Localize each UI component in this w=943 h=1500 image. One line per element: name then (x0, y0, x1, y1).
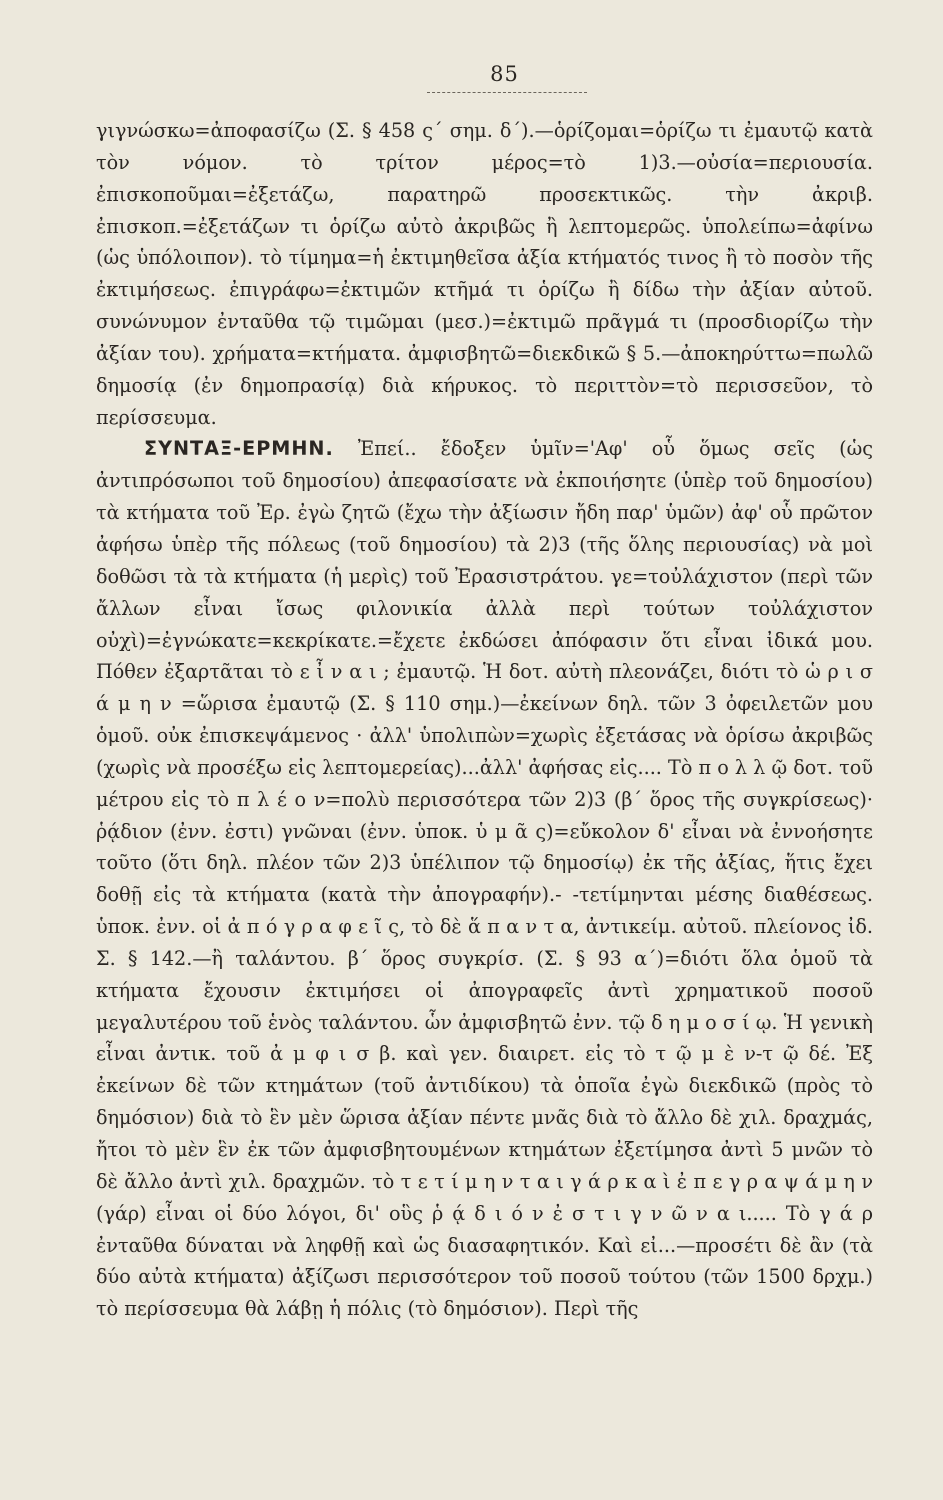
syntax-text: Ἐπεί.. ἔδοξεν ὑμῖν='Αφ' οὗ ὅμως σεῖς (ὡς ἀντιπρόσωποι τοῦ δημοσίου) ἀπεφασίσατε νὰ ἐκποιήσητε (ὑπὲρ τοῦ δημοσίου) τὰ κτήματα τοῦ Ἐρ. ἐγὼ ζητῶ (ἔχω τὴν ἀξίωσιν ἤδη παρ' ὑμῶν) ἀφ' οὗ πρῶτον ἀφήσω ὑπὲρ τῆς πόλεως (τοῦ δημοσίου) τὰ 2)3 (τῆς ὅλης περιουσίας) νὰ μοὶ δοθῶσι τὰ τὰ κτήματα (ἡ μερὶς) τοῦ Ἐρασιστράτου. γε=τοὐλάχιστον (περὶ τῶν ἄλλων εἶναι ἴσως φιλονικία ἀλλὰ περὶ τούτων τοὐλάχιστον οὐχὶ)=ἐγνώκατε=κεκρίκατε.=ἔχετε ἐκδώσει ἀπόφασιν ὅτι εἶναι ἰδικά μου. Πόθεν ἐξαρτᾶται τὸ ε ἶ ν α ι ; ἐμαυτῷ. Ἡ δοτ. αὐτὴ πλεονάζει, διότι τὸ ὡ ρ ι σ ά μ η ν =ὥρισα ἐμαυτῷ (Σ. § 110 σημ.)—ἐκείνων δηλ. τῶν 3 ὀφειλετῶν μου ὁμοῦ. οὐκ ἐπισκεψάμενος · ἀλλ' ὑπολιπὼν=χωρὶς ἐξετάσας νὰ ὁρίσω ἀκριβῶς (χωρὶς νὰ προσέξω εἰς λεπτομερείας)...ἀλλ' ἀφήσας εἰς.... Τὸ π ο λ λ ῷ δοτ. τοῦ μέτρου εἰς τὸ π λ έ ο ν=πολὺ περισσότερα τῶν 2)3 (β΄ ὅρος τῆς συγκρίσεως)· ῥᾴδιον (ἐνν. ἐστι) γνῶναι (ἐνν. ὑποκ. ὑ μ ᾶ ς)=εὔκολον δ' εἶναι νὰ ἐννοήσητε τοῦτο (ὅτι δηλ. πλέον τῶν 2)3 ὑπέλιπον τῷ δημοσίῳ) ἐκ τῆς ἀξίας, ἥτις ἔχει δοθῇ εἰς τὰ κτήματα (κατὰ τὴν ἀπογραφήν).- -τετίμηνται μέσης διαθέσεως. ὑποκ. ἐνν. οἱ ἀ π ό γ ρ α φ ε ῖ ς, τὸ δὲ ἅ π α ν τ α, ἀντικείμ. αὐτοῦ. πλείονος ἰδ. Σ. § 142.—ἢ ταλάντου. β΄ ὅρος συγκρίσ. (Σ. § 93 α΄)=διότι ὅλα ὁμοῦ τὰ κτήματα ἔχουσιν ἐκτιμήσει οἱ ἀπογραφεῖς ἀντὶ χρηματικοῦ ποσοῦ μεγαλυτέρου τοῦ ἑνὸς ταλάντου. ὧν ἀμφισβητῶ ἐνν. τῷ δ η μ ο σ ί ῳ. Ἡ γενικὴ εἶναι ἀντικ. τοῦ ἀ μ φ ι σ β. καὶ γεν. διαιρετ. εἰς τὸ τ ῷ μ ὲ ν-τ ῷ δέ. Ἐξ ἐκείνων δὲ τῶν κτημάτων (τοῦ ἀντιδίκου) τὰ ὁποῖα ἐγὼ διεκδικῶ (πρὸς τὸ δημόσιον) διὰ τὸ ἓν μὲν ὥρισα ἀξίαν πέντε μνᾶς διὰ τὸ ἄλλο δὲ χιλ. δραχμάς, ἤτοι τὸ μὲν ἓν ἐκ τῶν ἀμφισβητουμένων κτημάτων ἐξετίμησα ἀντὶ 5 μνῶν τὸ δὲ ἄλλο ἀντὶ χιλ. δραχμῶν. τὸ τ ε τ ί μ η ν τ α ι γ ά ρ κ α ὶ ἐ π ε γ ρ α ψ ά μ η ν (γάρ) εἶναι οἱ δύο λόγοι, δι' οὓς ῥ ᾴ δ ι ό ν ἐ σ τ ι γ ν ῶ ν α ι..... Τὸ γ ά ρ ἐνταῦθα δύναται νὰ ληφθῇ καὶ ὡς διασαφητικόν. Καὶ εἰ...—προσέτι δὲ ἂν (τὰ δύο αὐτὰ κτήματα) ἀξίζωσι περισσότερον τοῦ ποσοῦ τούτου (τῶν 1500 δρχμ.) τὸ περίσσευμα θὰ λάβῃ ἡ πόλις (τὸ δημόσιον). Περὶ τῆς (96, 437, 873, 1321)
syntax-paragraph (96, 433, 873, 1325)
commentary-text (96, 115, 873, 1325)
page-number: 85 (490, 62, 519, 86)
header-rule (427, 92, 587, 93)
section-heading: ΣΥΝΤΑΞ-ΕΡΜΗΝ. (144, 437, 334, 461)
vocabulary-paragraph: γιγνώσκω=ἀποφασίζω (Σ. § 458 ς΄ σημ. δ΄).—ὁρίζομαι=ὁρίζω τι ἐμαυτῷ κατὰ τὸν νόμον. τὸ τρίτον μέρος=τὸ 1)3.—οὐσία=περιουσία. ἐπισκοποῦμαι=ἐξετάζω, παρατηρῶ προσεκτικῶς. τὴν ἀκριβ. ἐπισκοπ.=ἐξετάζων τι ὁρίζω αὐτὸ ἀκριβῶς ἢ λεπτομερῶς. ὑπολείπω=ἀφίνω (ὡς ὑπόλοιπον). τὸ τίμημα=ἡ ἐκτιμηθεῖσα ἀξία κτήματός τινος ἢ τὸ ποσὸν τῆς ἐκτιμήσεως. ἐπιγράφω=ἐκτιμῶν κτῆμά τι ὁρίζω ἢ δίδω τὴν ἀξίαν αὐτοῦ. συνώνυμον ἐνταῦθα τῷ τιμῶμαι (μεσ.)=ἐκτιμῶ πρᾶγμά τι (προσδιορίζω τὴν ἀξίαν του). χρήματα=κτήματα. ἀμφισβητῶ=διεκδικῶ § 5.—ἀποκηρύττω=πωλῶ δημοσίᾳ (ἐν δημοπρασίᾳ) διὰ κήρυκος. τὸ περιττὸν=τὸ περισσεῦον, τὸ περίσσευμα. (96, 119, 873, 429)
